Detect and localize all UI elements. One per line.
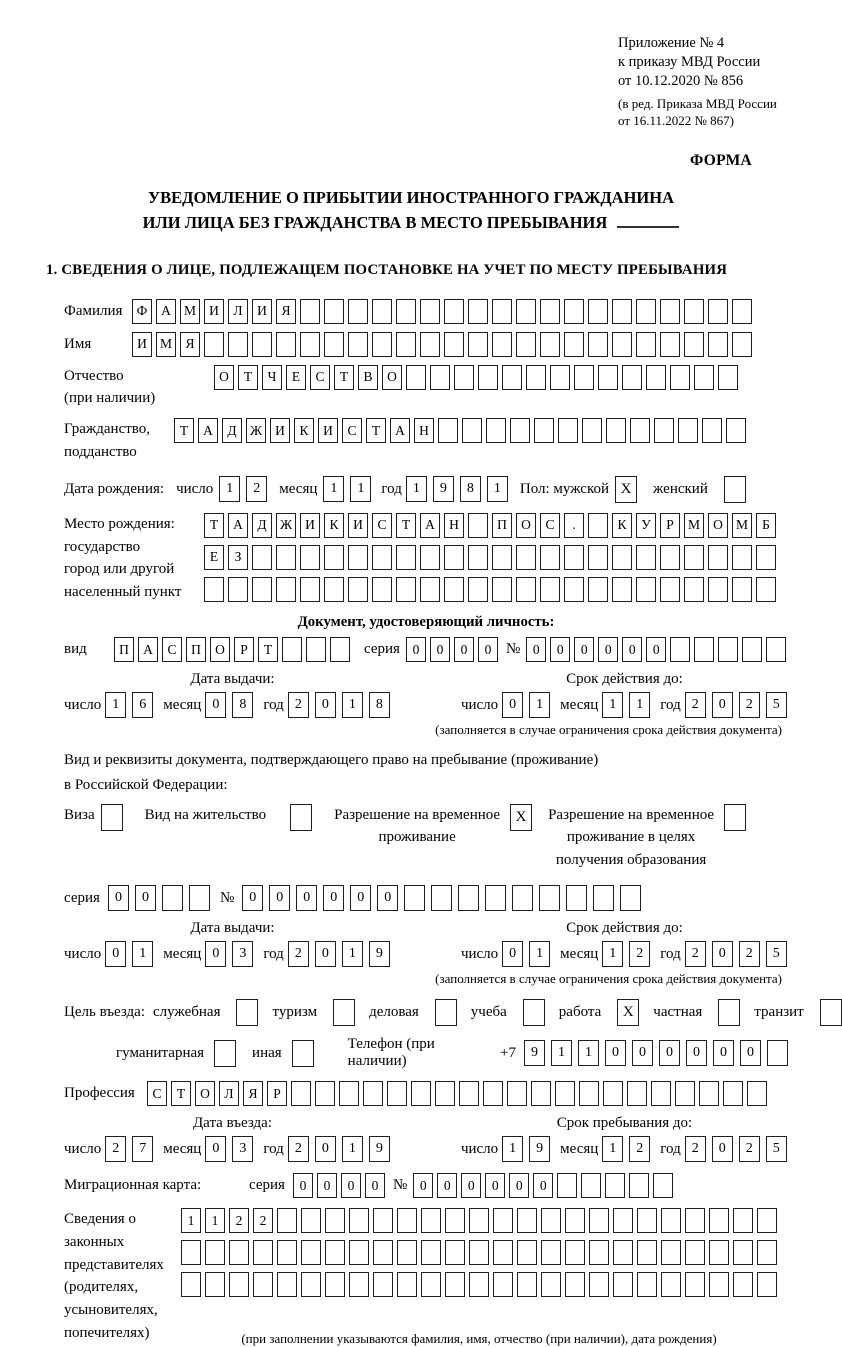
profession-row — [64, 1081, 788, 1106]
birth-year-cells: 1 9 8 1 — [406, 476, 508, 502]
birthplace-cells-block — [204, 513, 776, 602]
residence-doc-number-row — [64, 885, 788, 911]
stay-until-label: Срок пребывания до: — [556, 1115, 693, 1132]
phone-label: Телефон (при наличии) — [347, 1036, 435, 1070]
birthplace-label: Место рождения: государство город или другой населенный пункт — [64, 515, 182, 601]
identity-doc-date-labels — [64, 671, 788, 688]
entry-date-labels — [64, 1115, 788, 1132]
profession-cells: С Т О Л Я Р — [147, 1081, 767, 1106]
residence-doc-date-labels — [64, 920, 788, 937]
profession-label: Профессия — [64, 1085, 135, 1102]
residence-expiry-month: 1 2 — [602, 941, 650, 967]
residence-option-vnj: Вид на жительство — [145, 804, 312, 831]
migration-series-cells: 0 0 0 0 — [293, 1173, 385, 1198]
residence-permit-checkbox — [290, 804, 312, 831]
patronymic-cells: О Т Ч Е С Т В О — [214, 365, 738, 390]
surname-row — [64, 299, 788, 324]
purpose-study-checkbox — [523, 999, 545, 1026]
representatives-cells-row3 — [181, 1272, 777, 1297]
identity-issue-day: 1 6 — [105, 692, 153, 718]
sex-male-checkbox: X — [615, 476, 637, 503]
birthplace-cells-row3 — [204, 577, 776, 602]
phone-cells: 9 1 1 0 0 0 0 0 0 — [524, 1040, 788, 1066]
appendix-block — [618, 34, 788, 130]
form-title-line1: УВЕДОМЛЕНИЕ О ПРИБЫТИИ ИНОСТРАННОГО ГРАЖДАНИНА — [147, 188, 675, 208]
residence-doc-intro: Вид и реквизиты документа, подтверждающего право на пребывание (проживание) в Российской Федерации: — [64, 752, 599, 793]
purpose-transit-checkbox — [820, 999, 842, 1026]
residence-series-label: серия — [64, 889, 100, 906]
citizenship-cells: Т А Д Ж И К И С Т А Н — [174, 418, 746, 443]
stay-year: 2 0 2 5 — [685, 1136, 787, 1162]
purpose-humanitarian-checkbox — [214, 1040, 236, 1067]
doc-kind-cells: П А С П О Р Т — [114, 637, 350, 662]
expiry-date-label: Срок действия до: — [566, 671, 683, 688]
identity-doc-dates — [64, 692, 788, 718]
birth-day-cells: 1 2 — [219, 476, 267, 502]
doc-number-label: № — [505, 641, 521, 658]
residence-expiry-year: 2 0 2 5 — [685, 941, 787, 967]
migration-series-label: серия — [249, 1177, 285, 1194]
citizenship-row — [64, 418, 788, 464]
sex-female-label: женский — [653, 480, 708, 497]
purpose-tourism-checkbox — [333, 999, 355, 1026]
birth-month-cells: 1 1 — [323, 476, 371, 502]
residence-doc-dates — [64, 941, 788, 967]
appendix-line: от 10.12.2020 № 856 — [618, 73, 744, 90]
purpose-row: Цель въезда: служебная туризм деловая учеба работа X частная транзит — [64, 999, 788, 1026]
residence-expiry-group: число 0 1 месяц 1 2 год 2 0 2 5 — [461, 941, 788, 967]
purpose-work-checkbox: X — [617, 999, 639, 1026]
purpose-other-checkbox — [292, 1040, 314, 1067]
residence-option-rvp: Разрешение на временное проживание X — [334, 804, 532, 849]
entry-day: 2 7 — [105, 1136, 153, 1162]
migration-card-row — [64, 1173, 788, 1198]
identity-issue-month: 0 8 — [205, 692, 253, 718]
name-row — [64, 332, 788, 357]
doc-kind-label: вид — [64, 641, 87, 658]
year-label: год — [381, 480, 402, 497]
sex-female-checkbox — [724, 476, 746, 503]
identity-doc-heading: Документ, удостоверяющий личность: — [297, 614, 555, 631]
identity-expiry-group: число 0 1 месяц 1 1 год 2 0 2 5 — [461, 692, 788, 718]
identity-issue-year: 2 0 1 8 — [288, 692, 390, 718]
residence-option-visa: Виза — [64, 804, 123, 831]
birthplace-cells-row1: Т А Д Ж И К И С Т А Н П О С . К У Р М О М Б — [204, 513, 776, 538]
entry-month: 0 3 — [205, 1136, 253, 1162]
surname-cells: Ф А М И Л И Я — [132, 299, 752, 324]
month-label: месяц — [279, 480, 318, 497]
purpose-private-checkbox — [718, 999, 740, 1026]
migration-card-label: Миграционная карта: — [64, 1177, 202, 1194]
residence-issue-year: 2 0 1 9 — [288, 941, 390, 967]
entry-dates — [64, 1136, 788, 1162]
residence-options — [64, 804, 788, 872]
birthplace-cells-row2: Е З — [204, 545, 776, 570]
purpose-business-checkbox — [435, 999, 457, 1026]
identity-doc-row — [64, 637, 788, 662]
representatives-label: Сведения о законных представителях (родителях, усыновителях, попечителях) — [64, 1211, 164, 1342]
migration-number-cells: 0 0 0 0 0 0 — [413, 1173, 673, 1198]
issue-date-label: Дата выдачи: — [190, 920, 275, 937]
residence-option-rvp-edu: Разрешение на временное проживание в целях получения образования — [548, 804, 746, 872]
name-cells: И М Я — [132, 332, 752, 357]
expiry-date-label: Срок действия до: — [566, 920, 683, 937]
entry-year: 2 0 1 9 — [288, 1136, 390, 1162]
residence-number-label: № — [219, 889, 235, 906]
residence-number-cells: 0 0 0 0 0 0 — [242, 885, 641, 911]
identity-expiry-month: 1 1 — [602, 692, 650, 718]
purpose-official-checkbox — [236, 999, 258, 1026]
residence-series-cells: 0 0 — [108, 885, 210, 911]
identity-expiry-year: 2 0 2 5 — [685, 692, 787, 718]
form-title-line2: ИЛИ ЛИЦА БЕЗ ГРАЖДАНСТВА В МЕСТО ПРЕБЫВАНИЯ — [34, 211, 788, 236]
patronymic-row — [64, 365, 788, 411]
purpose-row2: гуманитарная иная Телефон (при наличии) +7 9 1 1 0 0 0 0 0 0 — [116, 1036, 788, 1070]
residence-doc-note: (заполняется в случае ограничения срока действия документа) — [435, 971, 782, 987]
doc-number-cells: 0 0 0 0 0 0 — [526, 637, 786, 662]
residence-expiry-day: 0 1 — [502, 941, 550, 967]
appendix-line: к приказу МВД России — [618, 54, 761, 71]
representatives-cells-row1: 1 1 2 2 — [181, 1208, 777, 1233]
temp-residence-edu-checkbox — [724, 804, 746, 831]
amendment-line: (в ред. Приказа МВД России — [618, 96, 777, 112]
stay-until-group: число 1 9 месяц 1 2 год 2 0 2 5 — [461, 1136, 788, 1162]
birthdate-row — [64, 476, 788, 503]
citizenship-label: Гражданство, подданство — [64, 421, 151, 461]
form-title — [34, 186, 788, 236]
surname-label: Фамилия — [64, 302, 123, 319]
visa-checkbox — [101, 804, 123, 831]
patronymic-label: Отчество (при наличии) — [64, 367, 156, 407]
stay-day: 1 9 — [502, 1136, 550, 1162]
entry-date-label: Дата въезда: — [192, 1115, 273, 1132]
residence-issue-day: 0 1 — [105, 941, 153, 967]
entry-date-group: число 2 7 месяц 0 3 год 2 0 1 9 — [64, 1136, 401, 1162]
representatives-note: (при заполнении указываются фамилия, имя, отчество (при наличии), дата рождения) — [241, 1331, 717, 1347]
section1-heading: 1. СВЕДЕНИЯ О ЛИЦЕ, ПОДЛЕЖАЩЕМ ПОСТАНОВКЕ НА УЧЕТ ПО МЕСТУ ПРЕБЫВАНИЯ — [46, 261, 728, 278]
issue-date-label: Дата выдачи: — [190, 671, 275, 688]
forma-label: ФОРМА — [689, 152, 752, 170]
identity-doc-note: (заполняется в случае ограничения срока действия документа) — [435, 722, 782, 738]
residence-issue-group: число 0 1 месяц 0 3 год 2 0 1 9 — [64, 941, 401, 967]
residence-issue-month: 0 3 — [205, 941, 253, 967]
purpose-label: Цель въезда: — [64, 1004, 145, 1021]
identity-expiry-day: 0 1 — [502, 692, 550, 718]
sex-male-label: Пол: мужской — [519, 480, 610, 497]
phone-prefix: +7 — [500, 1044, 516, 1061]
name-label: Имя — [64, 335, 92, 352]
temp-residence-checkbox: X — [510, 804, 532, 831]
amendment-line: от 16.11.2022 № 867) — [618, 113, 735, 129]
doc-series-cells: 0 0 0 0 — [406, 637, 498, 662]
birthplace-row — [64, 513, 788, 604]
blank-underline — [617, 226, 679, 228]
birthdate-label: Дата рождения: — [64, 480, 165, 497]
identity-issue-group: число 1 6 месяц 0 8 год 2 0 1 8 — [64, 692, 401, 718]
representatives-cells-block — [181, 1208, 777, 1347]
appendix-line: Приложение № 4 — [618, 35, 725, 51]
amendment-block — [618, 96, 788, 130]
day-label: число — [176, 480, 214, 497]
representatives-cells-row2 — [181, 1240, 777, 1265]
representatives-row — [64, 1208, 788, 1347]
stay-month: 1 2 — [602, 1136, 650, 1162]
migration-number-label: № — [392, 1177, 408, 1194]
doc-series-label: серия — [364, 641, 400, 658]
